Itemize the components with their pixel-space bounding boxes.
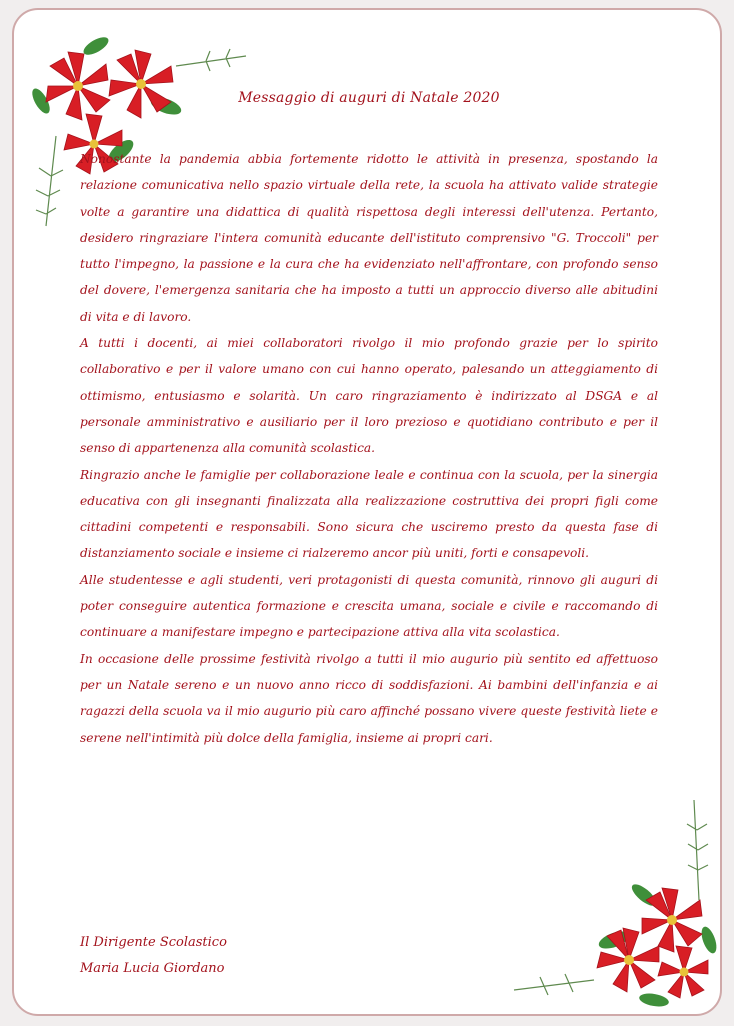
paragraph-1: Nonostante la pandemia abbia fortemente ridotto le attività in presenza, spostando la relazione comunicativa nello spazio virtuale della rete, la scuola ha attivato valide strategie volte a garantire una didattica di qualità rispettosa degli interessi dell'utenza. Pertanto, desidero ringraziare l'intera comunità educante dell'istituto comprensivo "G. Troccoli" per tutto l'impegno, la passione e la cura che ha evidenziato nell'affrontare, con profondo senso del dovere, l'emergenza sanitaria che ha imposto a tutti un approccio diverso alle abitudini di vita e di lavoro. <box>80 152 658 324</box>
paragraph-2: A tutti i docenti, ai miei collaboratori rivolgo il mio profondo grazie per lo spirito collaborativo e per il valore umano con cui hanno operato, palesando un atteggiamento di ottimismo, entusiasmo e solarità. Un caro ringraziamento è indirizzato al DSGA e al personale amministrativo e ausiliario per il loro prezioso e quotidiano contributo e per il senso di appartenenza alla comunità scolastica. <box>80 336 658 456</box>
paragraph-5: In occasione delle prossime festività rivolgo a tutti il mio augurio più sentito ed affettuoso per un Natale sereno e un nuovo anno ricco di soddisfazioni. Ai bambini dell'infanzia e ai ragazzi della scuola va il mio augurio più caro affinché possano vivere queste festività liete e serene nell'intimità più dolce della famiglia, insieme ai propri cari. <box>80 651 658 745</box>
letter-body <box>80 146 658 751</box>
signature-block <box>80 930 380 982</box>
poinsettia-bottom-right-icon <box>494 790 722 1016</box>
letter-title: Messaggio di auguri di Natale 2020 <box>238 90 500 106</box>
signature-role: Il Dirigente Scolastico <box>80 935 227 950</box>
paragraph-4: Alle studentesse e agli studenti, veri protagonisti di questa comunità, rinnovo gli auguri di poter conseguire autentica formazione e crescita umana, sociale e civile e raccomando di continuare a manifestare impegno e partecipazione attiva alla vita scolastica. <box>80 572 658 640</box>
letter-card <box>12 8 722 1016</box>
paragraph-3: Ringrazio anche le famiglie per collaborazione leale e continua con la scuola, per la sinergia educativa con gli insegnanti finalizzata alla realizzazione costruttiva dei propri figli come cittadini competenti e responsabili. Sono sicura che usciremo presto da questa fase di distanziamento sociale e insieme ci rialzeremo ancor più uniti, forti e consapevoli. <box>80 467 658 561</box>
signature-name: Maria Lucia Giordano <box>80 961 225 976</box>
